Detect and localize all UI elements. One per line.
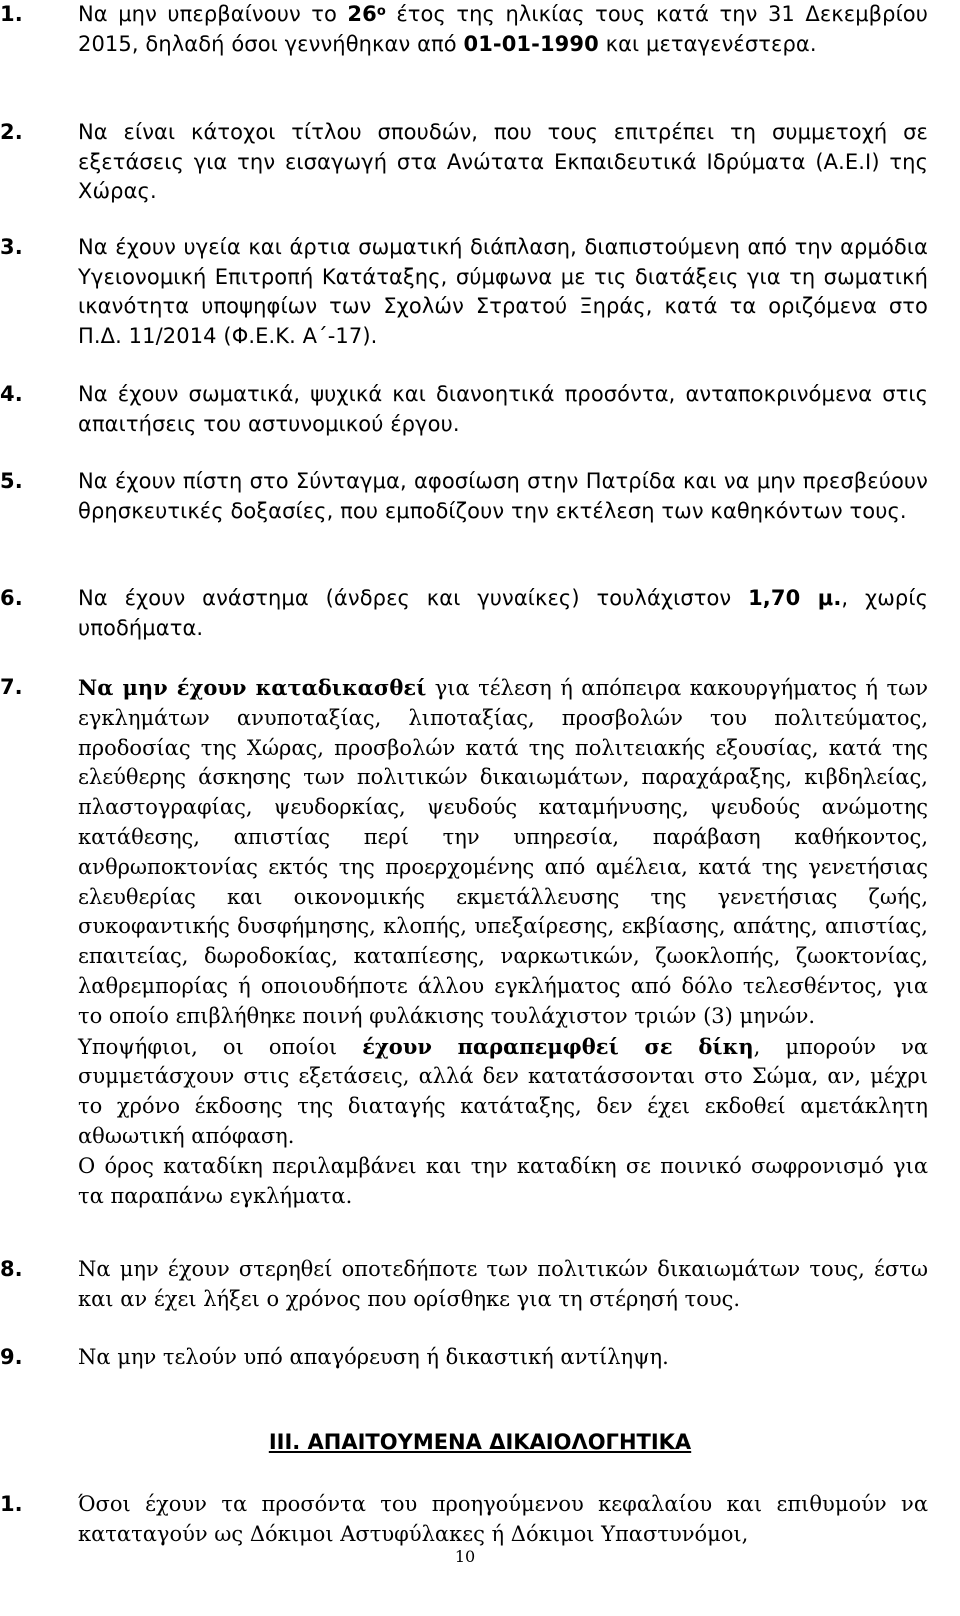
conviction-paragraph: Να μην έχουν καταδικασθεί για τέλεση ή απόπειρα κακουργήματος ή των εγκλημάτων ανυποταξίας, λιποταξίας, προσβολών του πολιτεύματος, προδοσίας της Χώρας, προσβολών κατά της πολιτειακής εξουσίας, κατά της ελεύθερης άσκησης των πολιτικών δικαιωμάτων, παραχάραξης, κιβδηλείας, πλαστογραφίας, ψευδορκίας, ψευδούς καταμήνυσης, ψευδούς ανώμοτης κατάθεσης, απιστίας περί την υπηρεσία, παράβαση καθήκοντος, ανθρωποκτονίας εκτός της προερχομένης από αμέλεια, κατά της γενετήσιας ελευθερίας και οικονομικής εκμετάλλευσης της γενετήσιας ζωής, συκοφαντικής δυσφήμησης, κλοπής, υπεξαίρεσης, εκβίασης, απάτης, απιστίας, επαιτείας, δωροδοκίας, καταπίεσης, ναρκωτικών, ζωοκλοπής, ζωοκτονίας, λαθρεμπορίας ή οποιουδήποτε άλλου εγκλήματος από δόλο τελεσθέντος, για το οποίο επιβλήθηκε ποινή φυλάκισης τουλάχιστον τριών (3) μηνών. xyxy=(78,675,928,1028)
item-number: 6. xyxy=(0,586,23,610)
definition-paragraph: Ο όρος καταδίκη περιλαμβάνει και την καταδίκη σε ποινικό σωφρονισμό για τα παραπάνω εγκλήματα. xyxy=(78,1153,928,1208)
item-number: 1. xyxy=(0,2,23,26)
page-number: 10 xyxy=(454,1547,476,1566)
birth-date: 01-01-1990 xyxy=(463,31,599,56)
section-heading: III. ΑΠΑΙΤΟΥΜΕΝΑ ΔΙΚΑΙΟΛΟΓΗΤΙΚΑ xyxy=(268,1430,692,1454)
item-number: 4. xyxy=(0,382,23,406)
min-height: 1,70 μ. xyxy=(748,586,842,610)
item-text: Να μην υπερβαίνουν το $26^o$ έτος της ηλικίας τους κατά την 31 Δεκεμβρίου 2015, δηλαδή όσοι γεννήθηκαν από 01-01-1990 και μεταγενέστερα. xyxy=(78,2,929,56)
item-text xyxy=(78,673,928,1211)
item-number: 5. xyxy=(0,469,23,493)
item-number: 7. xyxy=(0,675,23,699)
item-text: Όσοι έχουν τα προσόντα του προηγούμενου κεφαλαίου και επιθυμούν να καταταγούν ως Δόκιμοι Αστυφύλακες ή Δόκιμοι Υπαστυνόμοι, xyxy=(78,1492,928,1546)
item-number: 3. xyxy=(0,235,23,259)
item-text: Να έχουν υγεία και άρτια σωματική διάπλαση, διαπιστούμενη από την αρμόδια Υγειονομική Επιτροπή Κατάταξης, σύμφωνα με τις διατάξεις για τη σωματική ικανότητα υποψηφίων των Σχολών Στρατού Ξηράς, κατά τα οριζόμενα στο Π.Δ. 11/2014 (Φ.Ε.Κ. Α΄-17). xyxy=(78,235,928,348)
item-text: Να έχουν πίστη στο Σύνταγμα, αφοσίωση στην Πατρίδα και να μην πρεσβεύουν θρησκευτικές δοξασίες, που εμποδίζουν την εκτέλεση των καθηκόντων τους. xyxy=(78,469,928,523)
item-text: Να έχουν σωματικά, ψυχικά και διανοητικά προσόντα, ανταποκρινόμενα στις απαιτήσεις του αστυνομικού έργου. xyxy=(78,382,928,436)
age-limit: $26^o$ xyxy=(347,2,386,26)
item-text: Να είναι κάτοχοι τίτλου σπουδών, που τους επιτρέπει τη συμμετοχή σε εξετάσεις για την εισαγωγή στα Ανώτατα Εκπαιδευτικά Ιδρύματα (Α.Ε.Ι) της Χώρας. xyxy=(78,120,928,203)
trial-paragraph: Υποψήφιοι, οι οποίοι έχουν παραπεμφθεί σε δίκη, μπορούν να συμμετάσχουν στις εξετάσεις, αλλά δεν κατατάσσονται στο Σώμα, αν, μέχρι το χρόνο έκδοσης της διαταγής κατάταξης, δεν έχει εκδοθεί αμετάκλητη αθωωτική απόφαση. xyxy=(78,1033,929,1148)
item-number: 9. xyxy=(0,1345,23,1369)
item-text: Να μην τελούν υπό απαγόρευση ή δικαστική αντίληψη. xyxy=(78,1345,669,1369)
item-number: 2. xyxy=(0,120,23,144)
item-number: 1. xyxy=(0,1492,23,1516)
item-text: Να μην έχουν στερηθεί οποτεδήποτε των πολιτικών δικαιωμάτων τους, έστω και αν έχει λήξει ο χρόνος που ορίσθηκε για τη στέρησή τους. xyxy=(78,1257,928,1311)
item-number: 8. xyxy=(0,1257,23,1281)
item-text: Να έχουν ανάστημα (άνδρες και γυναίκες) τουλάχιστον 1,70 μ., χωρίς υποδήματα. xyxy=(78,586,928,640)
